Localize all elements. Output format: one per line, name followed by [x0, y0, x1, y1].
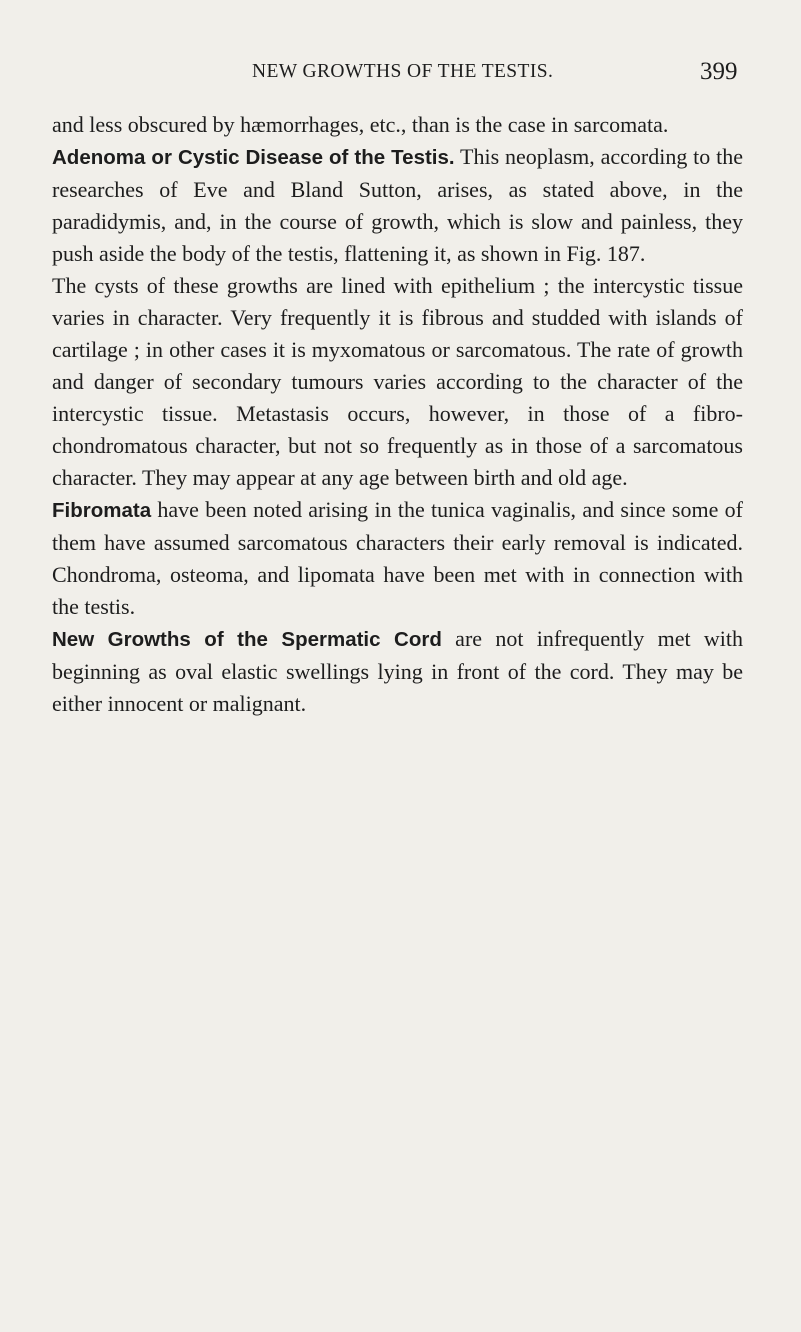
paragraph-spermatic-cord	[52, 623, 743, 720]
running-title: NEW GROWTHS OF THE TESTIS.	[252, 61, 554, 82]
paragraph-text: have been noted arising in the tunica vaginalis, and since some of them have assumed sarcomatous characters their early removal is indicated. Chondroma, osteoma, and lipomata have been met with in connection with the testis.	[52, 497, 743, 619]
paragraph-cysts	[52, 270, 743, 494]
paragraph-text: and less obscured by hæmorrhages, etc., than is the case in sarcomata.	[52, 112, 669, 137]
body-text	[52, 109, 743, 720]
paragraph-continuation	[52, 109, 743, 141]
paragraph-text: The cysts of these growths are lined with epithelium ; the intercystic tissue varies in character. Very frequently it is fibrous and studded with islands of cartilage ; in other cases it is myxomatous or sarcomatous. The rate of growth and danger of secondary tumours varies according to the character of the intercystic tissue. Metastasis occurs, however, in those of a fibro-chondromatous character, but not so frequently as in those of a sarcomatous character. They may appear at any age between birth and old age.	[52, 273, 743, 490]
paragraph-adenoma	[52, 141, 743, 270]
section-heading-spermatic-cord: New Growths of the Spermatic Cord	[52, 628, 442, 651]
paragraph-fibromata	[52, 494, 743, 623]
section-heading-adenoma: Adenoma or Cystic Disease of the Testis.	[52, 146, 455, 169]
page-number: 399	[700, 58, 738, 85]
paragraph-text: This neoplasm, according to the researches of Eve and Bland Sutton, arises, as stated above, in the paradidymis, and, in the course of growth, which is slow and painless, they push aside the body of the testis, flattening it, as shown in Fig. 187.	[52, 144, 743, 266]
running-header	[0, 55, 801, 95]
paragraph-text: are not infrequently met with beginning as oval elastic swellings lying in front of the cord. They may be either innocent or malignant.	[52, 626, 744, 716]
section-heading-fibromata: Fibromata	[52, 499, 152, 522]
